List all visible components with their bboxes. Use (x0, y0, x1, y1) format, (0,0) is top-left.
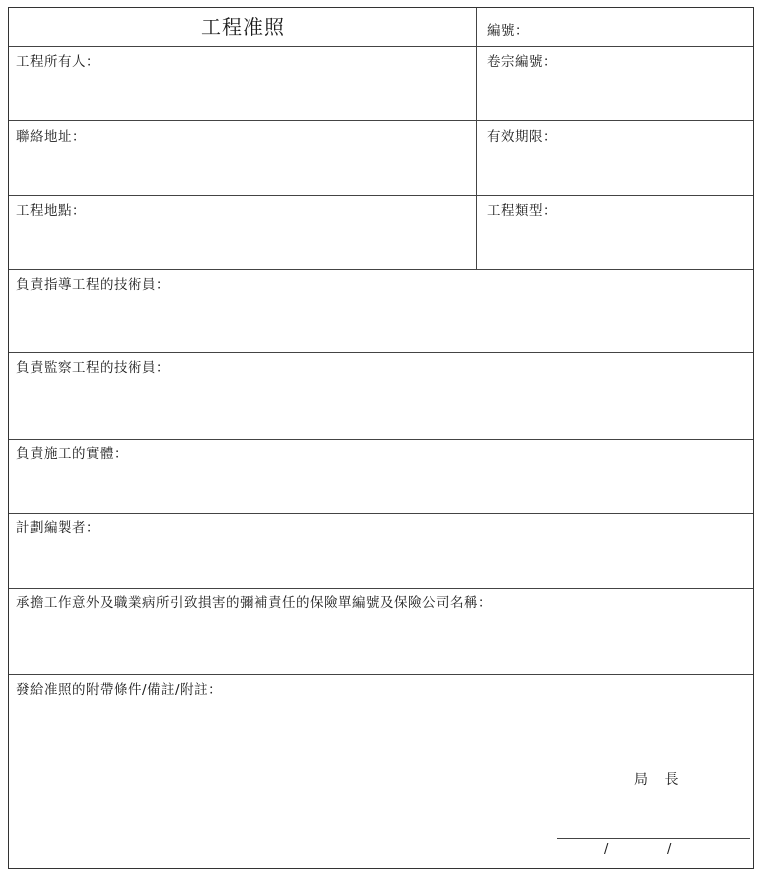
signature-line (557, 838, 750, 839)
type-label: 工程類型： (487, 203, 557, 219)
divider (9, 513, 753, 514)
date-separator: / (667, 842, 672, 857)
validity-label: 有效期限： (487, 129, 557, 145)
number-label: 編號： (487, 23, 529, 39)
divider (9, 120, 753, 121)
column-divider (476, 8, 477, 269)
divider (9, 195, 753, 196)
owner-label: 工程所有人： (16, 54, 100, 70)
divider (9, 46, 753, 47)
insurance-label: 承擔工作意外及職業病所引致損害的彌補責任的保險單編號及保險公司名稱： (16, 595, 492, 611)
location-label: 工程地點： (16, 203, 86, 219)
plan-author-label: 計劃編製者： (16, 520, 100, 536)
construction-entity-label: 負責施工的實體： (16, 446, 128, 462)
divider (9, 674, 753, 675)
divider (9, 269, 753, 270)
supervising-tech-label: 負責指導工程的技術員： (16, 277, 170, 293)
date-separator: / (604, 842, 609, 857)
address-label: 聯絡地址： (16, 129, 86, 145)
divider (9, 439, 753, 440)
construction-license-form (8, 7, 754, 869)
form-title: 工程准照 (201, 15, 285, 39)
conditions-label: 發給准照的附帶條件/備註/附註： (16, 682, 223, 698)
file-number-label: 卷宗編號： (487, 54, 557, 70)
director-title: 局 長 (634, 772, 685, 788)
monitoring-tech-label: 負責監察工程的技術員： (16, 360, 170, 376)
divider (9, 352, 753, 353)
divider (9, 588, 753, 589)
